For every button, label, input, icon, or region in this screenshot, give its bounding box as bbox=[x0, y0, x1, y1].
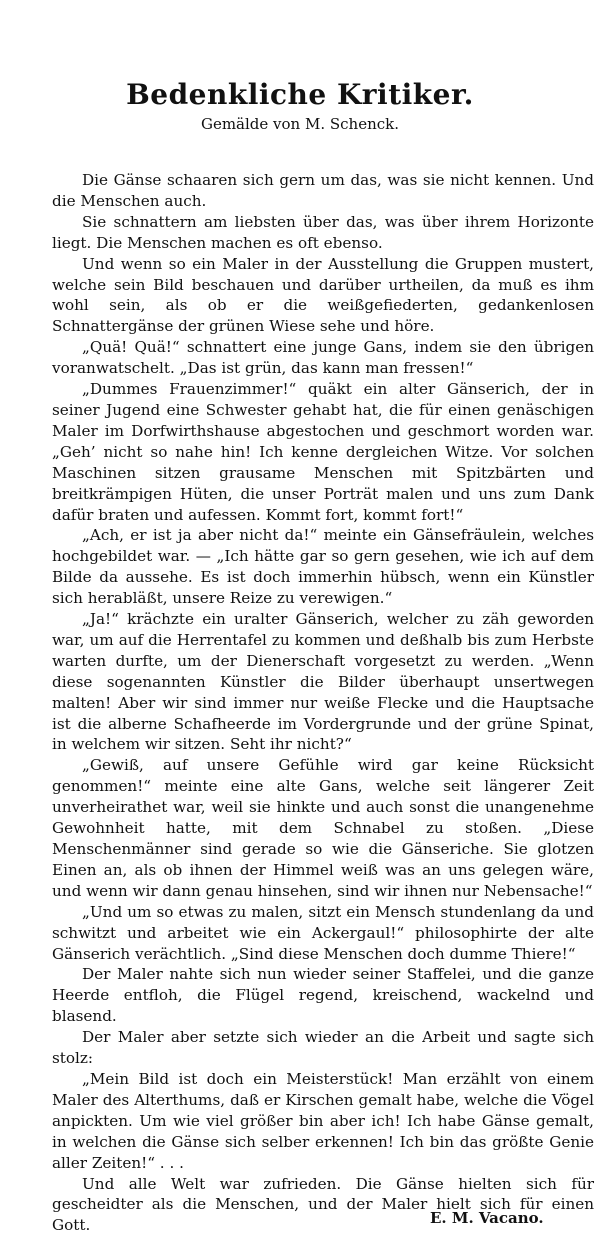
paragraph: Und wenn so ein Maler in der Ausstellung die Gruppen mustert, welche sein Bild beschauen und darüber urtheilen, da muß es ihm wohl sein, als ob er die weißgefiederten, gedankenlosen Schnattergänse der grünen Wiese sehe und höre. bbox=[52, 254, 594, 336]
paragraph: „Und um so etwas zu malen, sitzt ein Mensch stundenlang da und schwitzt und arbeitet wie ein Ackergaul!“ philosophirte der alte Gänserich verächtlich. „Sind diese Menschen doch dumme Thiere!“ bbox=[52, 902, 594, 963]
paragraph: Der Maler nahte sich nun wieder seiner Staffelei, und die ganze Heerde entfloh, die Flügel regend, kreischend, wackelnd und blasend. bbox=[52, 965, 594, 1026]
paragraph: „Dummes Frauenzimmer!“ quäkt ein alter Gänserich, der in seiner Jugend eine Schwester gehabt hat, die für einen genäschigen Maler im Dorfwirthshause abgestochen und geschmort worden war. „Geh’ nicht so nahe hin! Ich kenne dergleichen Witze. Vor solchen Maschinen sitzen grausame Menschen mit Spitzbärten und breitkrämpigen Hüten, die unser Porträt malen und uns zum Dank dafür braten und aufessen. Kommt fort, kommt fort!“ bbox=[52, 380, 594, 524]
paragraph: „Quä! Quä!“ schnattert eine junge Gans, indem sie den übrigen voranwatschelt. „Das ist grün, das kann man fressen!“ bbox=[52, 338, 594, 378]
article-title: Bedenkliche Kritiker. bbox=[126, 78, 474, 111]
author-signature: E. M. Vacano. bbox=[430, 1209, 544, 1227]
paragraph: „Mein Bild ist doch ein Meisterstück! Man erzählt von einem Maler des Alterthums, daß er Kirschen gemalt habe, welche die Vögel anpickten. Um wie viel größer bin aber ich! Ich habe Gänse gemalt, in welchen die Gänse sich selber erkennen! Ich bin das größte Genie aller Zeiten!“ . . . bbox=[52, 1069, 594, 1172]
paragraph: „Ja!“ krächzte ein uralter Gänserich, welcher zu zäh geworden war, um auf die Herrentafel zu kommen und deßhalb bis zum Herbste warten durfte, um der Dienerschaft vorgesetzt zu werden. „Wenn diese sogenannten Künstler die Bilder überhaupt unsertwegen malten! Aber wir sind immer nur weiße Flecke und die Hauptsache ist die alberne Schafheerde im Vordergrunde und der grüne Spinat, in welchem wir sitzen. Seht ihr nicht?“ bbox=[52, 610, 594, 754]
paragraph: Die Gänse schaaren sich gern um das, was sie nicht kennen. Und die Menschen auch. bbox=[52, 171, 594, 210]
paragraph: „Ach, er ist ja aber nicht da!“ meinte ein Gänsefräulein, welches hochgebildet war. — „Ich hätte gar so gern gesehen, wie ich auf dem Bilde da aussehe. Es ist doch immerhin hübsch, wenn ein Künstler sich herabläßt, unsere Reize zu verewigen.“ bbox=[52, 526, 594, 608]
article-subtitle: Gemälde von M. Schenck. bbox=[200, 115, 400, 133]
article-body bbox=[52, 170, 594, 1236]
paragraph: „Gewiß, auf unsere Gefühle wird gar keine Rücksicht genommen!“ meinte eine alte Gans, welche seit längerer Zeit unverheirathet war, weil sie hinkte und auch sonst die unangenehme Gewohnheit hatte, mit dem Schnabel zu stoßen. „Diese Menschenmänner sind gerade so wie die Gänseriche. Sie glotzen Einen an, als ob ihnen der Himmel weiß was an uns gelegen wäre, und wenn wir dann genau hinsehen, sind wir ihnen nur Nebensache!“ bbox=[52, 756, 594, 900]
paragraph: Der Maler aber setzte sich wieder an die Arbeit und sagte sich stolz: bbox=[52, 1028, 594, 1068]
paragraph: Sie schnattern am liebsten über das, was über ihrem Horizonte liegt. Die Menschen machen es oft ebenso. bbox=[52, 212, 594, 252]
paragraph: Und alle Welt war zufrieden. Die Gänse hielten sich für gescheidter als die Menschen, und der Maler hielt sich für einen Gott. bbox=[52, 1174, 594, 1235]
